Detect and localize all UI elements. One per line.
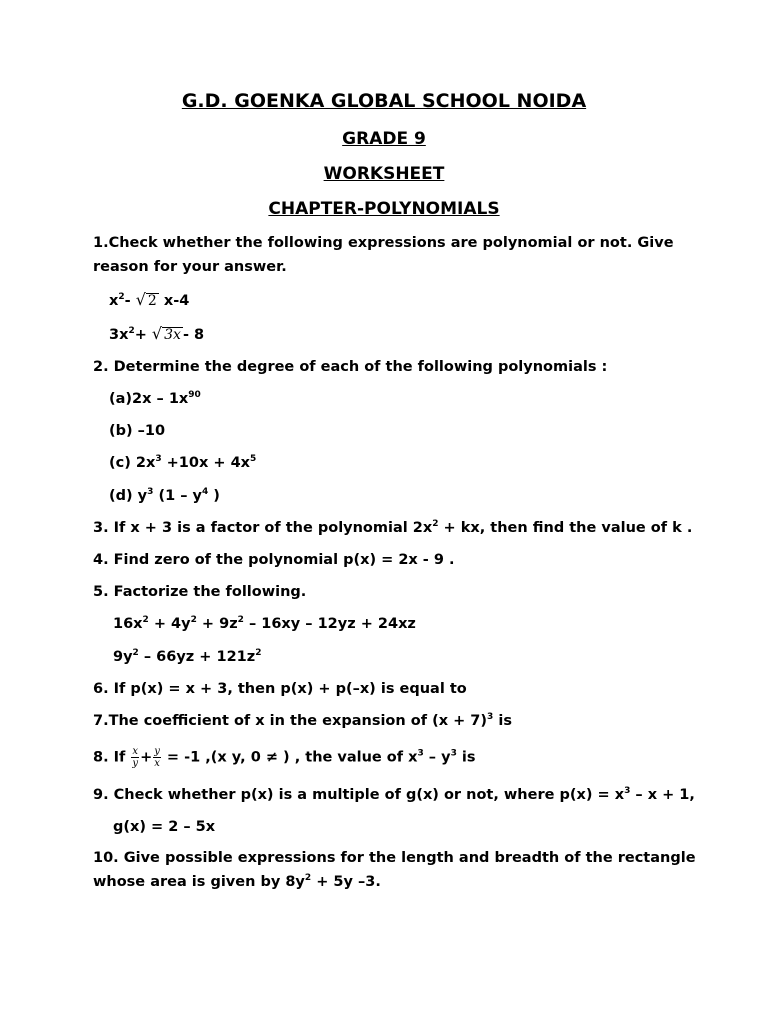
question-4: 4. Find zero of the polynomial p(x) = 2x - 9 . bbox=[93, 552, 455, 568]
question-9-line-1: 9. Check whether p(x) is a multiple of g(x) or not, where $p(x) = x^3 - x + 1$, bbox=[93, 786, 695, 803]
question-1-expression-a: $x^2-$ √ 2 x-4 bbox=[109, 290, 190, 309]
question-1-expression-b: $3x^2+$ √ 3x - 8 bbox=[109, 324, 205, 343]
question-1-line-2: reason for your answer. bbox=[93, 259, 287, 275]
question-2-part-c: (c) $2x^3 +10x + 4x^5$ bbox=[109, 454, 257, 471]
square-root-3x: √ 3x bbox=[151, 324, 181, 343]
question-2-part-d: (d) $y^3$ ($1 - y^4$ ) bbox=[109, 487, 220, 504]
question-8: 8. If $\frac{x}{y}$ + $\frac{y}{x}$ = -1 ,(x y, 0 ≠ ) , the value of $x^3 - y^3$ is bbox=[93, 746, 476, 769]
question-5-part-b: $9y^2 - 66yz + 121z^2$ bbox=[113, 648, 262, 665]
question-5-part-a: $16x^2 + 4y^2 + 9z^2 - 16xy - 12yz + 24xz$ bbox=[113, 615, 416, 632]
question-3: 3. If x + 3 is a factor of the polynomial $2x^2$ + kx, then find the value of k . bbox=[93, 519, 693, 536]
grade-heading: GRADE 9 bbox=[342, 129, 426, 149]
fraction-x-over-y: $\frac{x}{y}$ bbox=[132, 746, 139, 769]
worksheet-heading: WORKSHEET bbox=[323, 164, 445, 184]
square-root-2: √ 2 bbox=[135, 290, 157, 309]
question-1-line-1: 1.Check whether the following expressions are polynomial or not. Give bbox=[93, 235, 674, 251]
question-10-line-2: whose area is given by $8y^2 + 5y$ –3. bbox=[93, 873, 381, 890]
question-9-line-2: g(x) = 2 – 5x bbox=[113, 819, 216, 835]
question-2-part-a: $(a)2x - 1x^{90}$ bbox=[109, 390, 201, 407]
chapter-heading: CHAPTER-POLYNOMIALS bbox=[268, 199, 500, 219]
fraction-y-over-x: $\frac{y}{x}$ bbox=[154, 746, 160, 769]
school-name: G.D. GOENKA GLOBAL SCHOOL NOIDA bbox=[181, 90, 587, 112]
question-5-title: 5. Factorize the following. bbox=[93, 584, 307, 600]
question-6: 6. If p(x) = x + 3, then p(x) + p(–x) is equal to bbox=[93, 681, 467, 697]
question-2-part-b: (b) –10 bbox=[109, 423, 166, 439]
question-2-title: 2. Determine the degree of each of the following polynomials : bbox=[93, 359, 608, 375]
question-7: 7.The coefficient of x in the expansion of $(x + 7)^3$ is bbox=[93, 712, 512, 729]
question-10-line-1: 10. Give possible expressions for the length and breadth of the rectangle bbox=[93, 850, 696, 866]
